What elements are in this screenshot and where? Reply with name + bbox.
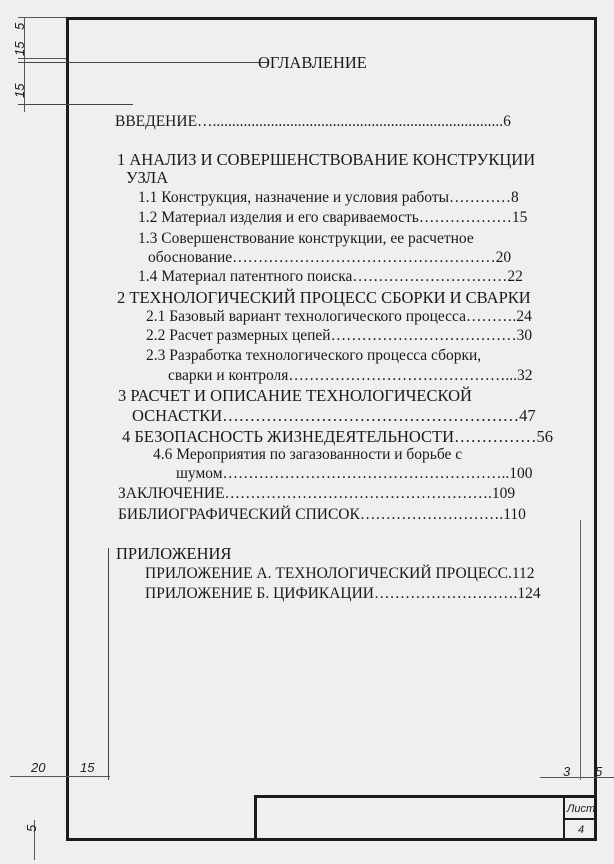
dim-label-top-5: 5: [12, 22, 27, 30]
toc-entry: 1 АНАЛИЗ И СОВЕРШЕНСТВОВАНИЕ КОНСТРУКЦИИ: [117, 150, 536, 169]
toc-entry: 2.3 Разработка технологического процесса сборки,: [146, 347, 482, 364]
dim-tick-4: [18, 104, 133, 105]
dim-label-15b: 15: [12, 83, 27, 98]
toc-entry: УЗЛА: [126, 168, 169, 187]
sheet-label-cell: [563, 798, 597, 820]
toc-entry: 4.6 Мероприятия по загазованности и борьбе с: [153, 446, 463, 463]
toc-entry: 1.1 Конструкция, назначение и условия работы…………8: [138, 189, 519, 206]
toc-entry: шумом………………………………………………..100: [176, 465, 533, 482]
dim-label-right-5: 5: [595, 764, 603, 779]
toc-entry: ПРИЛОЖЕНИЕ Б. ЦИФИКАЦИИ……………………….124: [145, 585, 541, 602]
toc-entry: 2.2 Расчет размерных цепей………………………………30: [146, 327, 533, 344]
toc-entry: ОСНАСТКИ………………………………………………47: [132, 406, 536, 425]
toc-entry: БИБЛИОГРАФИЧЕСКИЙ СПИСОК……………………….110: [118, 506, 526, 523]
dim-label-left-20: 20: [31, 760, 46, 775]
dim-tick-1: [18, 17, 66, 18]
sheet-number-cell: [563, 820, 597, 841]
dim-line-bottom-right: [540, 777, 614, 778]
toc-entry: ВВЕДЕНИЕ…...........................................................................6: [115, 113, 511, 130]
sheet-label: Лист: [566, 803, 596, 815]
dim-tick-2: [18, 58, 66, 59]
dim-label-left-15: 15: [80, 760, 95, 775]
toc-entry: ПРИЛОЖЕНИЕ А. ТЕХНОЛОГИЧЕСКИЙ ПРОЦЕСС.112: [145, 565, 535, 582]
title-block: [254, 795, 597, 841]
inner-left-line: [108, 548, 109, 780]
toc-entry: ПРИЛОЖЕНИЯ: [116, 544, 232, 563]
toc-entry: 4 БЕЗОПАСНОСТЬ ЖИЗНЕДЕЯТЕЛЬНОСТИ……………56: [122, 427, 553, 446]
toc-entry: 3 РАСЧЕТ И ОПИСАНИЕ ТЕХНОЛОГИЧЕСКОЙ: [118, 386, 472, 405]
toc-entry: 1.3 Совершенствование конструкции, ее расчетное: [138, 230, 474, 247]
toc-entry: 1.2 Материал изделия и его свариваемость………………15: [138, 209, 528, 226]
toc-entry: 2 ТЕХНОЛОГИЧЕСКИЙ ПРОЦЕСС СБОРКИ И СВАРКИ: [117, 288, 531, 307]
page-title: ОГЛАВЛЕНИЕ: [258, 53, 367, 72]
dim-line-bottom: [10, 776, 110, 777]
inner-right-line: [580, 520, 581, 780]
dim-label-15a: 15: [12, 41, 27, 56]
toc-entry: 2.1 Базовый вариант технологического процесса……….24: [146, 308, 532, 325]
toc-entry: ЗАКЛЮЧЕНИЕ…………………………………………….109: [118, 485, 516, 502]
toc-entry: обоснование……………………………………………20: [148, 249, 512, 266]
toc-entry: 1.4 Материал патентного поиска…………………………22: [138, 268, 523, 285]
dim-tick-3: [18, 62, 268, 63]
dim-label-right-3: 3: [563, 764, 571, 779]
dim-label-bottom-5: 5: [24, 824, 39, 832]
sheet-number: 4: [577, 824, 585, 836]
toc-entry: сварки и контроля……………………………………...32: [168, 367, 533, 384]
